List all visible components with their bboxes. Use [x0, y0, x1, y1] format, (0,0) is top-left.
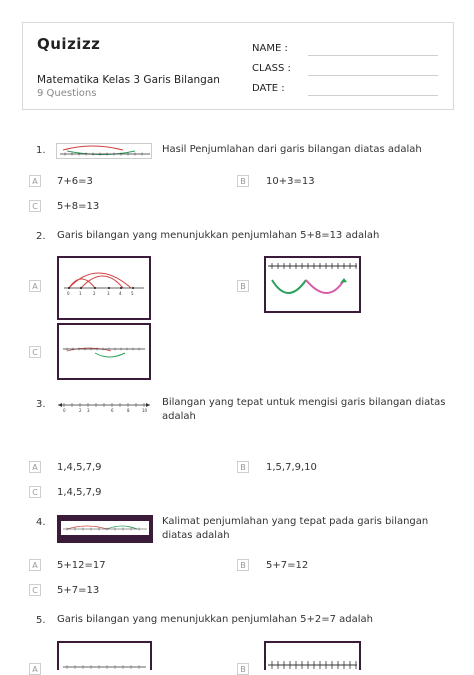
question-number: 1. — [36, 145, 46, 156]
q3-number-line-image — [56, 396, 152, 418]
question-text: Garis bilangan yang menunjukkan penjumlahan 5+8=13 adalah — [57, 230, 380, 241]
option-a-text: 1,4,5,7,9 — [57, 462, 102, 473]
tick-label: 1 — [79, 291, 82, 296]
question-text: Bilangan yang tepat untuk mengisi garis bilangan diatas adalah — [162, 397, 446, 422]
question-text: Garis bilangan yang menunjukkan penjumlahan 5+2=7 adalah — [57, 614, 373, 625]
q2-option-a-image[interactable] — [57, 256, 151, 320]
question-number: 2. — [36, 231, 46, 242]
worksheet-title: Matematika Kelas 3 Garis Bilangan — [37, 74, 220, 86]
tick-label: 4 — [119, 291, 122, 296]
option-b-text: 1,5,7,9,10 — [266, 462, 317, 473]
q5-option-a-image[interactable] — [57, 641, 152, 670]
option-a-text: 5+12=17 — [57, 560, 106, 571]
q1-number-line-image — [56, 143, 152, 159]
option-a-box[interactable]: A — [29, 461, 41, 473]
q2-option-c-image[interactable] — [57, 323, 151, 380]
option-c-box[interactable]: C — [29, 200, 41, 212]
option-b-text: 10+3=13 — [266, 176, 315, 187]
tick-label: 2 — [93, 291, 96, 296]
class-field[interactable] — [308, 75, 438, 76]
name-label: NAME : — [252, 43, 288, 54]
option-a-box[interactable]: A — [29, 280, 41, 292]
tick-label: 2 — [79, 408, 82, 413]
tick-label: 8 — [127, 408, 130, 413]
quizizz-logo: Quizizz — [37, 35, 101, 53]
date-label: DATE : — [252, 83, 285, 94]
option-c-box[interactable]: C — [29, 584, 41, 596]
option-b-box[interactable]: B — [237, 280, 249, 292]
option-a-box[interactable]: A — [29, 175, 41, 187]
option-c-box[interactable]: C — [29, 346, 41, 358]
question-text: Kalimat penjumlahan yang tepat pada garis bilangan diatas adalah — [162, 516, 429, 541]
tick-label: 0 — [67, 291, 70, 296]
option-c-box[interactable]: C — [29, 486, 41, 498]
option-c-text: 5+7=13 — [57, 585, 100, 596]
q4-number-line-image — [57, 515, 153, 543]
option-c-text: 5+8=13 — [57, 201, 100, 212]
q5-option-b-image[interactable] — [264, 641, 361, 670]
option-b-text: 5+7=12 — [266, 560, 309, 571]
class-label: CLASS : — [252, 63, 291, 74]
tick-label: 0 — [63, 408, 66, 413]
date-field[interactable] — [308, 95, 438, 96]
option-c-text: 1,4,5,7,9 — [57, 487, 102, 498]
question-number: 3. — [36, 399, 46, 410]
tick-label: 3 — [87, 408, 90, 413]
worksheet-header — [22, 22, 454, 110]
option-a-box[interactable]: A — [29, 663, 41, 675]
option-b-box[interactable]: B — [237, 663, 249, 675]
tick-label: 3 — [107, 291, 110, 296]
question-number: 5. — [36, 615, 46, 626]
tick-label: 6 — [111, 408, 114, 413]
option-b-box[interactable]: B — [237, 175, 249, 187]
tick-label: 10 — [142, 408, 148, 413]
option-a-box[interactable]: A — [29, 559, 41, 571]
name-field[interactable] — [308, 55, 438, 56]
question-count: 9 Questions — [37, 88, 97, 99]
question-text: Hasil Penjumlahan dari garis bilangan diatas adalah — [162, 144, 422, 155]
question-number: 4. — [36, 517, 46, 528]
option-a-text: 7+6=3 — [57, 176, 93, 187]
option-b-box[interactable]: B — [237, 559, 249, 571]
tick-label: 5 — [131, 291, 134, 296]
q2-option-b-image[interactable] — [264, 256, 361, 313]
option-b-box[interactable]: B — [237, 461, 249, 473]
